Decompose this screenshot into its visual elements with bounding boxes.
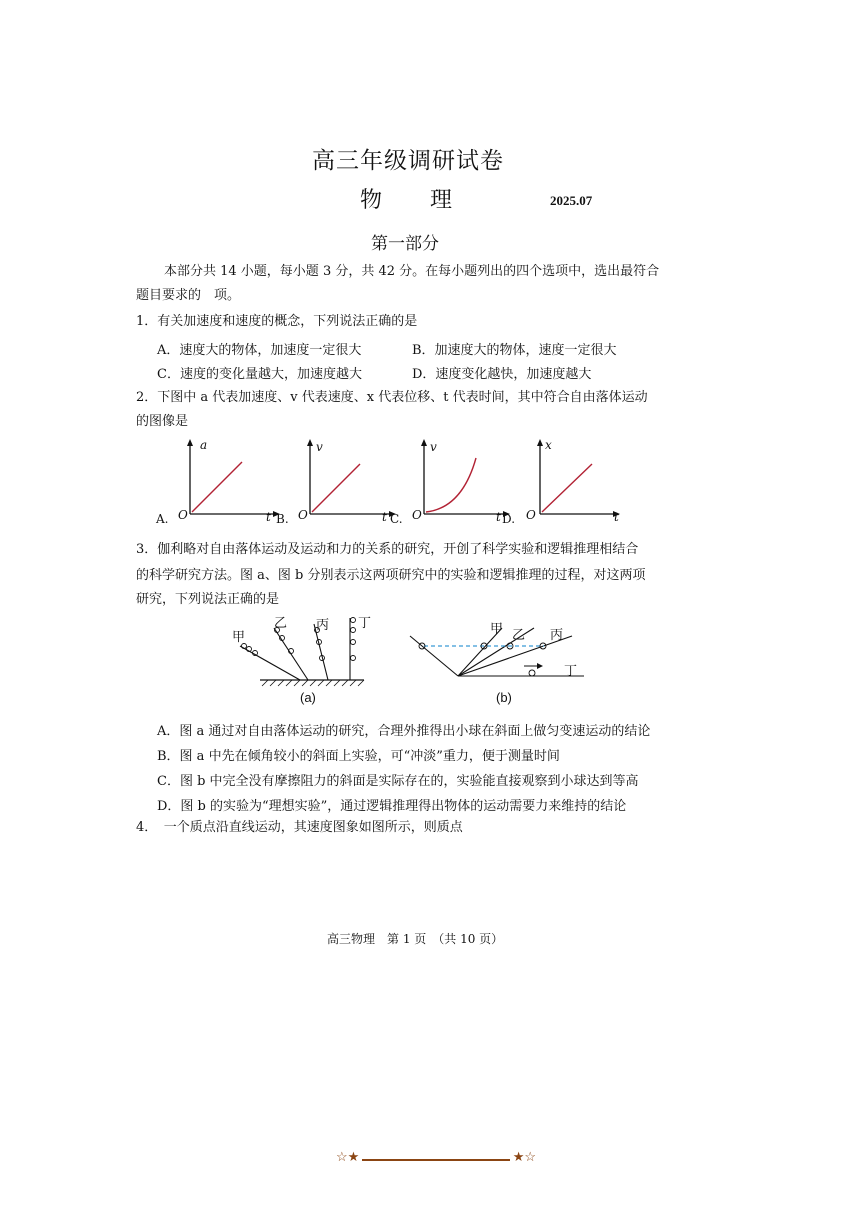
q3-stem-line-2: 的科学研究方法。图 a、图 b 分别表示这两项研究中的实验和逻辑推理的过程，对这两项 [136,568,646,583]
q2-graph-c[interactable] [390,436,520,528]
q2-graph-a[interactable] [156,436,290,528]
graph-b-ylabel: v [316,440,323,454]
fig-a-label-jia: 甲 [232,630,246,645]
q2-stem-line-1: 2．下图中 a 代表加速度、v 代表速度、x 代表位移、t 代表时间，其中符合自由落体运动 [136,390,648,405]
q3-option-c[interactable]: C．图 b 中完全没有摩擦阻力的斜面是实际存在的，实验能直接观察到小球达到等高 [157,774,639,789]
q2-graph-b[interactable] [276,436,406,528]
page-footer: 高三物理 第 1 页 （共 10 页） [327,932,504,946]
q3-figure-b [404,614,594,710]
fig-a-label-yi: 乙 [274,616,288,631]
fig-b-label-bing: 丙 [550,628,564,643]
graph-d-letter: D. [502,512,516,526]
fig-a-label-ding: 丁 [358,616,372,631]
fig-a-caption: (a) [300,690,316,705]
graph-a-xlabel: t [266,510,271,524]
q3-stem-line-3: 研究，下列说法正确的是 [136,592,280,607]
graph-a-curve [192,462,242,512]
q3-stem-line-1: 3．伽利略对自由落体运动及运动和力的关系的研究，开创了科学实验和逻辑推理相结合 [136,542,639,557]
intro-line-2: 题目要求的 项。 [136,288,241,303]
graph-b-xlabel: t [382,510,387,524]
q1-option-a[interactable]: A．速度大的物体，加速度一定很大 [157,343,362,358]
fig-b-label-ding: 丁 [564,664,578,679]
graph-d-axes [502,436,632,528]
q3-figure-a [226,610,376,710]
q4-stem: 4． 一个质点沿直线运动，其速度图象如图所示，则质点 [136,820,463,835]
graph-a-ylabel: a [200,438,208,452]
intro-line-1: 本部分共 14 小题，每小题 3 分，共 42 分。在每小题列出的四个选项中，选出最符合 [164,264,660,279]
graph-c-xlabel: t [496,510,501,524]
stars-right-icon: ★☆ [512,1150,536,1165]
graph-a-origin: O [178,508,188,522]
graph-d-xlabel: t [614,510,619,524]
q1-option-d[interactable]: D．速度变化越快，加速度越大 [412,367,592,382]
part-heading: 第一部分 [371,234,439,254]
fig-b-label-yi: 乙 [512,628,526,643]
graph-d-curve [542,464,592,512]
q3-option-a[interactable]: A．图 a 通过对自由落体运动的研究，合理外推得出小球在斜面上做匀变速运动的结论 [157,724,651,739]
graph-a-letter: A. [156,512,169,526]
q2-stem-line-2: 的图像是 [136,414,189,429]
q2-graph-d[interactable] [502,436,632,528]
graph-c-letter: C. [390,512,403,526]
q1-option-c[interactable]: C．速度的变化量越大，加速度越大 [157,367,362,382]
divider-line [362,1159,510,1161]
fig-b-caption: (b) [496,690,512,705]
subject-title [360,183,452,214]
exam-date: 2025.07 [550,193,593,208]
q3-option-b[interactable]: B．图 a 中先在倾角较小的斜面上实验，可“冲淡”重力，便于测量时间 [157,749,560,764]
exam-title: 高三年级调研试卷 [312,148,504,174]
q1-stem: 1．有关加速度和速度的概念，下列说法正确的是 [136,314,418,329]
stars-left-icon: ☆★ [336,1150,360,1165]
graph-b-curve [312,464,360,512]
graph-d-origin: O [526,508,536,522]
graph-b-origin: O [298,508,308,522]
graph-c-curve [426,458,476,512]
fig-a-label-bing: 丙 [316,618,330,633]
graph-c-origin: O [412,508,422,522]
graph-b-letter: B. [276,512,289,526]
subject-char-1: 物 [360,188,383,213]
footer-divider [336,1151,536,1167]
q1-option-b[interactable]: B．加速度大的物体，速度一定很大 [412,343,617,358]
graph-c-ylabel: v [430,440,437,454]
subject-char-2: 理 [430,188,453,213]
graph-d-ylabel: x [545,438,552,452]
fig-b-label-jia: 甲 [490,622,504,637]
q3-option-d[interactable]: D．图 b 的实验为“理想实验”，通过逻辑推理得出物体的运动需要力来维持的结论 [157,799,627,814]
